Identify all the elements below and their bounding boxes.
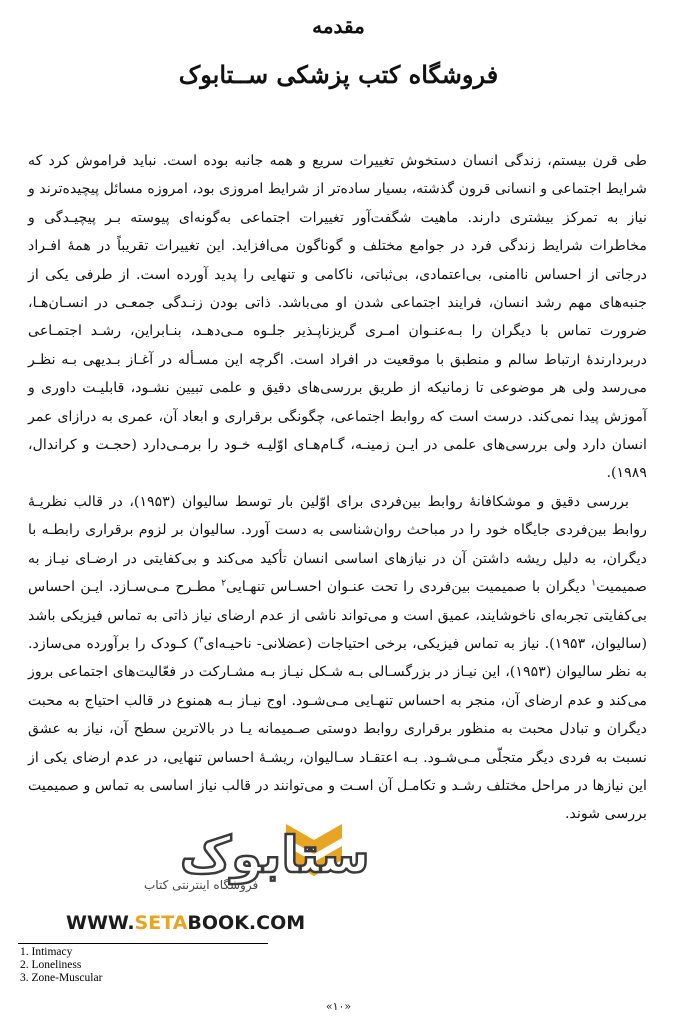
watermark-brand: ستابوک — [180, 826, 370, 884]
paragraph-2-part-2: دیگران با صمیمیت بین‌فردی را تحت عنـوان احسـاس تنهـایی — [226, 579, 586, 596]
watermark-logo — [70, 812, 370, 900]
page-number: «۱۰» — [325, 1000, 352, 1013]
url-suffix: BOOK.COM — [187, 912, 306, 934]
paragraph-2-part-3: مطـرح مـی‌سـازد. ایـن احساس بی‌کفایتی تجربه‌ای ناخوشایند، عمیق است و می‌تواند ناشی از عدم ارضای نیاز ذاتی به تماس فیزیکی باشد (سالیوان، ۱۹۵۳). نیاز به تماس فیزیکی، برخی احتیاجات (عضلانی- ناحیـه‌ای — [28, 579, 647, 652]
paragraph-1: طی قرن بیستم، زندگی انسان دستخوش تغییرات سریع و همه جانبه بوده است. نباید فراموش کرد که شرایط اجتماعی و انسانی قرون گذشته، بسیار ساده‌تر از شرایط امروزی بود، امروزه مسائل پیچیده‌ترند و نیاز به تمرکز بیشتری دارند. ماهیت شگفت‌آور تغییرات اجتماعی به‌گونه‌ای پیوسته بـر پیچیـدگی و مخاطرات شرایط زندگی فرد در جوامع مختلف و گوناگون می‌افزاید. این تغییرات تقریباً در همهٔ افـراد درجاتی از احساس ناامنی، بی‌اعتمادی، بی‌ثباتی، ناکامی و تنهایی را پدید آورده است. از طرفی یکی از جنبه‌های مهم رشد انسان، فرایند اجتماعی شدن او می‌باشد. ذاتی بودن زنـدگی جمعـی در انسـان‌هـا، ضرورت تماس با دیگران را بـه‌عنـوان امـری گریزناپـذیر جلـوه مـی‌دهـد، بنـابراین، رشـد اجتمـاعی دربردارندهٔ ارتباط سالم و منطبق با موقعیت در افراد است. اگرچه این مسـأله در آغـاز بـدیهی بـه نظـر می‌رسد ولی هر موضوعی تا زمانیکه از طریق بررسی‌های دقیق و علمی تبیین نشـود، قابلیـت داوری و آموزش پیدا نمی‌کند. درست است که روابط اجتماعی، چگونگی برقراری و ابعاد آن، عمری به درازای عمر انسان دارد ولی بررسی‌های علمی در ایـن زمینـه، گـام‌هـای اوّلیـه خـود را برمـی‌دارد (حجـت و کراندال، ۱۹۸۹). — [28, 153, 647, 482]
footnote-ref-1[interactable]: ۱ — [591, 578, 597, 589]
footnote-1: 1. Intimacy — [20, 946, 73, 958]
url-accent: SETA — [134, 912, 188, 934]
setabook-watermark — [0, 812, 370, 942]
footnote-ref-3[interactable]: ۳ — [198, 635, 204, 646]
paragraph-2-part-4: ) کـودک را برآورده می‌سازد. به نظر سالیوان (۱۹۵۳)، این نیـاز در بزرگسـالی بـه شـکل نیـاز بـه مشـارکت در فعّالیت‌های اجتماعی بروز می‌کند و عدم ارضای آن، منجر به احساس تنهـایی مـی‌شـود. اوج نیـاز بـه همنوع در قالب احتیاج به محبت دیگران و تبادل محبت به منظور برقراری روابط دوستی صـمیمانه یـا در بالاترین سطح آن، نیاز به عشق نسبت به فردی دیگر متجلّی مـی‌شـود. بـه اعتقـاد سـالیوان، ریشـهٔ احساس تنهایی، در عدم ارضای یکی از این نیازها در مراحل مختلف رشـد و تکامـل آن اسـت و می‌توانند در قالب نیاز اساسی به تماس و صمیمیت بررسی شوند. — [28, 635, 647, 823]
store-title: فروشگاه کتب پزشکی ســتابوک — [178, 60, 499, 89]
paragraph-2-part-1: بررسی دقیق و موشکافانهٔ روابط بین‌فردی برای اوّلین بار توسط سالیوان (۱۹۵۳)، در قالب نظریـهٔ روابط بین‌فردی جایگاه خود را در مباحث روان‌شناسی به دست آورد. سالیوان بر لزوم برقراری رابطـه با دیگران، به دلیل ریشه داشتن آن در نیازهای اساسی انسان تأکید می‌کند و بی‌کفایتی در ارضـای نیـاز به صمیمیت — [28, 493, 648, 596]
section-title: مقدمه — [312, 14, 365, 38]
footnote-divider — [18, 943, 268, 944]
watermark-tagline: فروشگاه اینترنتی کتاب — [144, 878, 259, 892]
url-prefix: WWW. — [66, 912, 135, 934]
footnotes — [20, 946, 102, 985]
footnote-2: 2. Loneliness — [20, 959, 82, 971]
body-text — [28, 147, 647, 829]
footnote-3: 3. Zone-Muscular — [20, 972, 103, 984]
watermark-url[interactable] — [66, 912, 305, 934]
footnote-ref-2[interactable]: ۲ — [221, 578, 227, 589]
paragraph-2 — [28, 488, 647, 829]
